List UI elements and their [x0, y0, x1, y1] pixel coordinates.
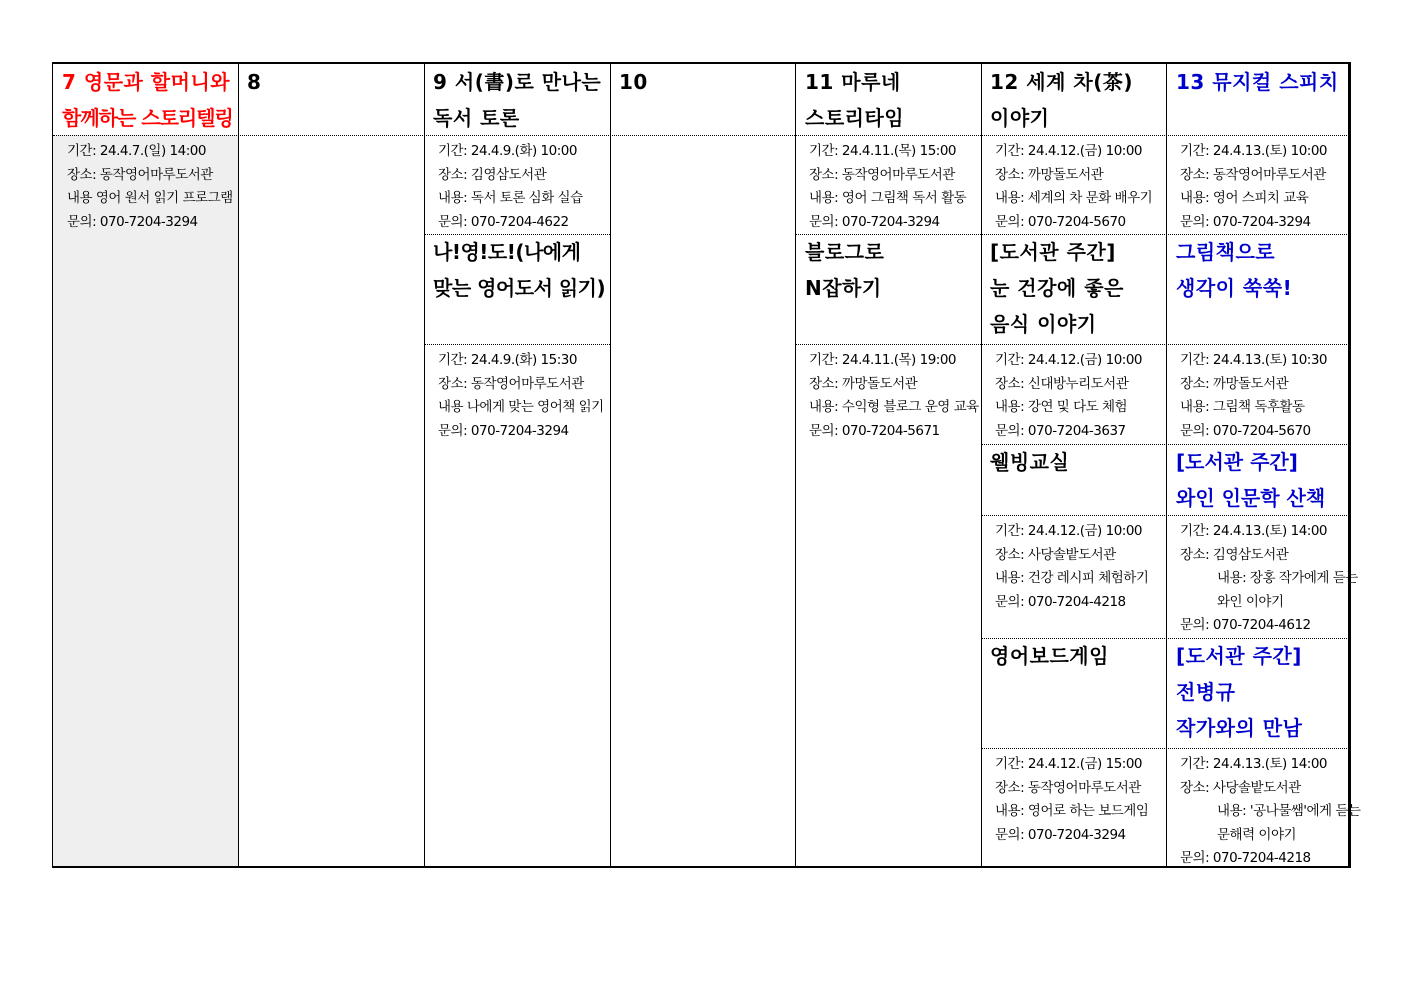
day-12-event-3-info: 기간: 24.4.12.(금) 10:00 장소: 사당솔밭도서관 내용: 건강 레시피 체험하기 문의: 070-7204-4218	[995, 523, 1149, 610]
column-divider	[795, 64, 796, 866]
day-9-title: 9 서(書)로 만나는 독서 토론	[433, 70, 602, 130]
day-7-event-info: 기간: 24.4.7.(일) 14:00 장소: 동작영어마루도서관 내용 영어 원서 읽기 프로그램 문의: 070-7204-3294	[67, 143, 233, 230]
day-9-event-2-info: 기간: 24.4.9.(화) 15:30 장소: 동작영어마루도서관 내용 나에게 맞는 영어책 읽기 문의: 070-7204-3294	[438, 352, 604, 439]
day-12-event-4-info: 기간: 24.4.12.(금) 15:00 장소: 동작영어마루도서관 내용: 영어로 하는 보드게임 문의: 070-7204-3294	[995, 756, 1149, 843]
column-divider	[981, 64, 982, 866]
column-divider	[1166, 64, 1167, 866]
day-10-title: 10	[619, 70, 648, 94]
day-8-title: 8	[247, 70, 262, 94]
day-13-title: 13 뮤지컬 스피치	[1176, 70, 1339, 94]
header-divider	[53, 135, 1349, 136]
day-13-event-2-info: 기간: 24.4.13.(토) 10:30 장소: 까망돌도서관 내용: 그림책 독후활동 문의: 070-7204-5670	[1180, 352, 1328, 439]
calendar-week-table	[52, 62, 1361, 868]
column-divider	[610, 64, 611, 866]
sunday-column-shade	[53, 135, 238, 866]
day-9-event-2-title: 나!영!도!(나에게 맞는 영어도서 읽기)	[433, 240, 606, 300]
day-13-event-4-info: 기간: 24.4.13.(토) 14:00 장소: 사당솔밭도서관 내용: '공나물쌤'에게 듣는 문해력 이야기 문의: 070-7204-4218	[1180, 756, 1361, 866]
day-12-event-4-title: 영어보드게임	[990, 644, 1109, 668]
column-divider	[238, 64, 239, 866]
day-11-event-2-title: 블로그로 N잡하기	[805, 240, 885, 300]
day-12-event-2-title: [도서관 주간] 눈 건강에 좋은 음식 이야기	[990, 240, 1124, 336]
day-12-event-3-title: 웰빙교실	[990, 450, 1070, 474]
column-divider	[424, 64, 425, 866]
row-divider	[981, 748, 1349, 749]
day-13-event-1-info: 기간: 24.4.13.(토) 10:00 장소: 동작영어마루도서관 내용: 영어 스피치 교육 문의: 070-7204-3294	[1180, 143, 1328, 230]
day-12-event-1-info: 기간: 24.4.12.(금) 10:00 장소: 까망돌도서관 내용: 세계의 차 문화 배우기 문의: 070-7204-5670	[995, 143, 1153, 230]
day-12-event-2-info: 기간: 24.4.12.(금) 10:00 장소: 신대방누리도서관 내용: 강연 및 다도 체험 문의: 070-7204-3637	[995, 352, 1143, 439]
day-13-event-4-title: [도서관 주간] 전병규 작가와의 만남	[1176, 644, 1303, 740]
day-13-event-3-title: [도서관 주간] 와인 인문학 산책	[1176, 450, 1326, 510]
day-11-event-1-info: 기간: 24.4.11.(목) 15:00 장소: 동작영어마루도서관 내용: 영어 그림책 독서 활동 문의: 070-7204-3294	[809, 143, 967, 230]
day-9-event-1-info: 기간: 24.4.9.(화) 10:00 장소: 김영삼도서관 내용: 독서 토론 심화 실습 문의: 070-7204-4622	[438, 143, 583, 230]
row-divider	[981, 344, 1349, 345]
day-13-event-2-title: 그림책으로 생각이 쑥쑥!	[1176, 240, 1293, 300]
day-13-event-3-info: 기간: 24.4.13.(토) 14:00 장소: 김영삼도서관 내용: 장홍 작가에게 듣는 와인 이야기 문의: 070-7204-4612	[1180, 523, 1358, 633]
row-divider	[424, 344, 610, 345]
day-11-event-2-info: 기간: 24.4.11.(목) 19:00 장소: 까망돌도서관 내용: 수익형 블로그 운영 교육 문의: 070-7204-5671	[809, 352, 979, 439]
day-12-title: 12 세계 차(茶) 이야기	[990, 70, 1133, 130]
day-11-title: 11 마루네 스토리타임	[805, 70, 905, 130]
day-7-title: 7 영문과 할머니와 함께하는 스토리텔링	[62, 70, 233, 130]
row-divider	[795, 344, 981, 345]
